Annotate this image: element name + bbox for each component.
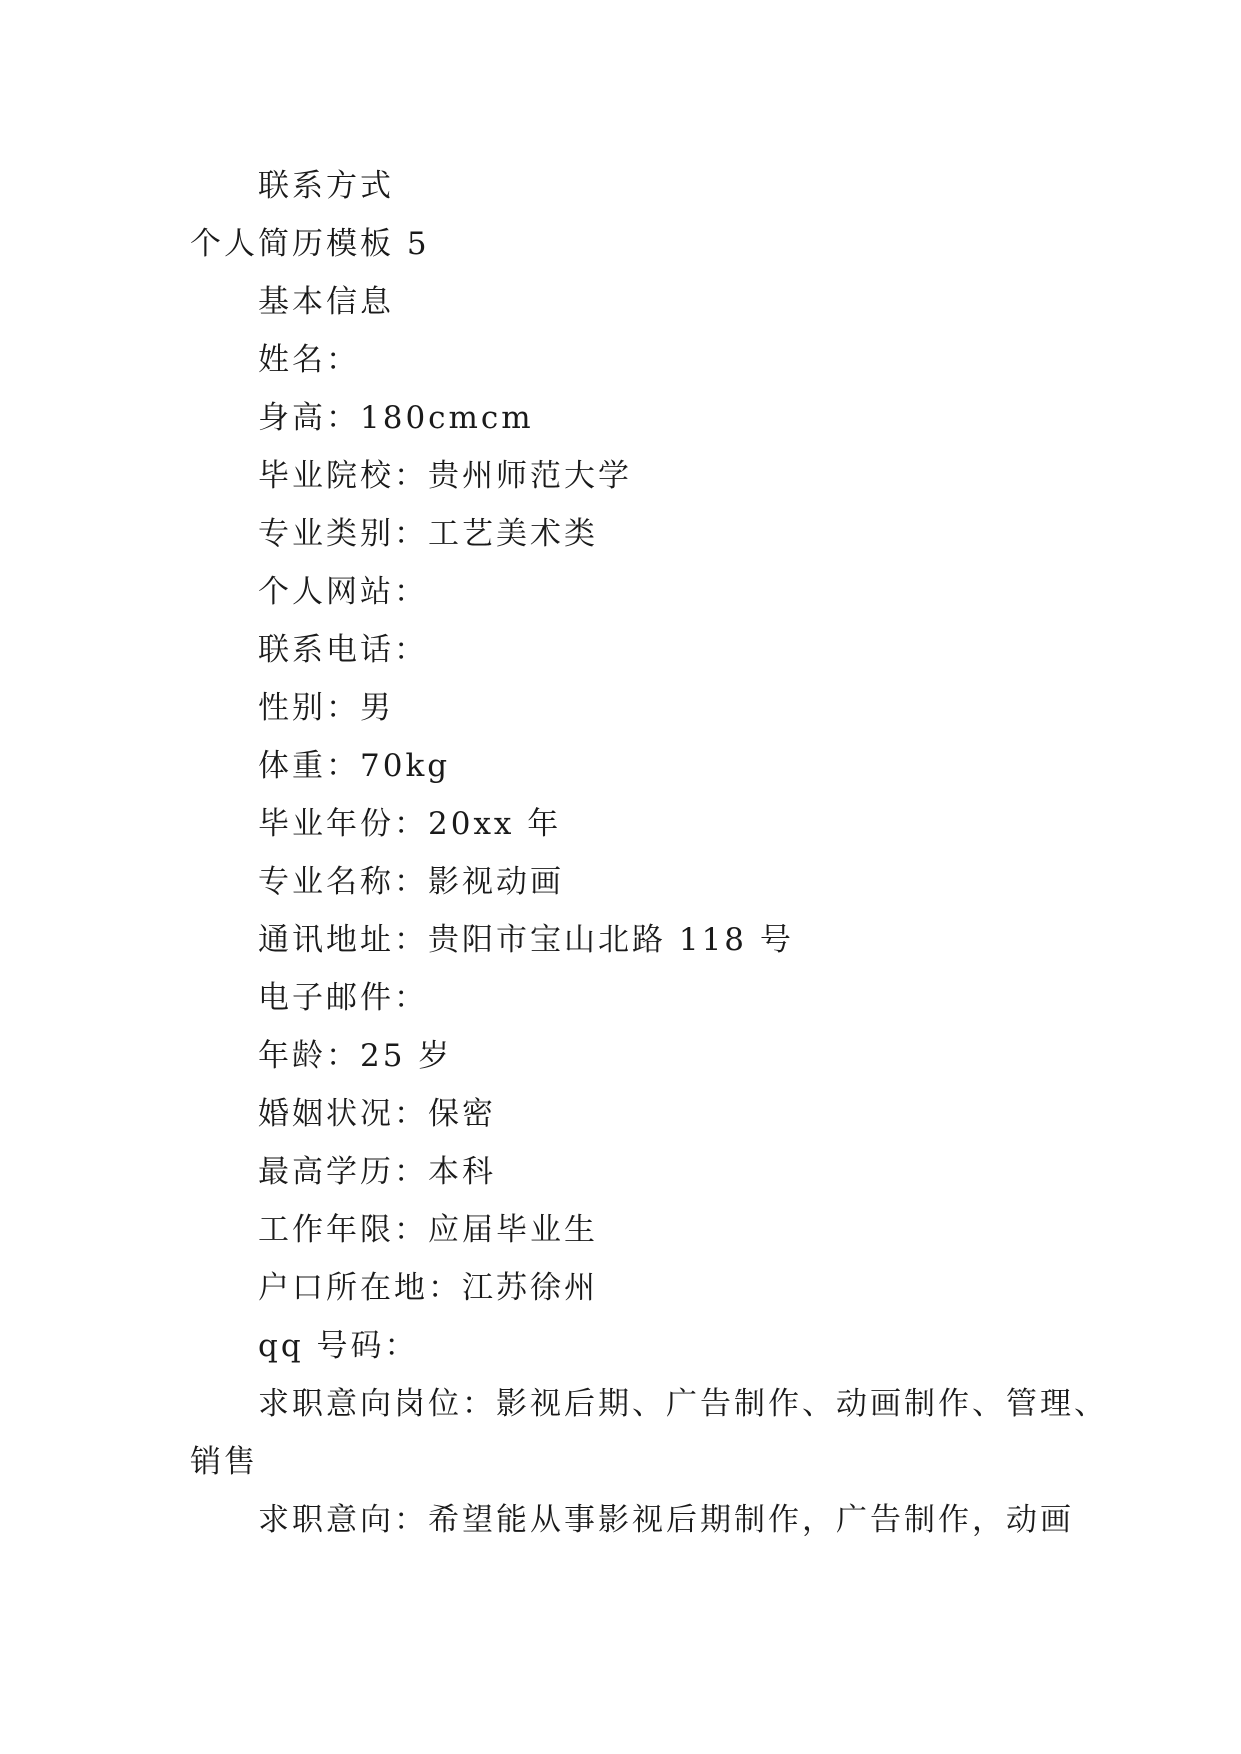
field-hukou: 户口所在地：江苏徐州 [258, 1270, 598, 1306]
field-name: 姓名： [258, 342, 360, 378]
field-height: 身高：180cmcm [258, 400, 534, 436]
field-age: 年龄：25 岁 [258, 1038, 453, 1074]
template-title: 个人简历模板 5 [190, 226, 430, 262]
section-heading-contact: 联系方式 [258, 168, 394, 204]
field-marital-status: 婚姻状况：保密 [258, 1096, 496, 1132]
field-graduation-year: 毕业年份：20xx 年 [258, 806, 562, 842]
field-weight: 体重：70kg [258, 748, 451, 784]
field-desired-position-continued: 销售 [190, 1444, 258, 1480]
field-school: 毕业院校：贵州师范大学 [258, 458, 632, 494]
section-heading-basic-info: 基本信息 [258, 284, 394, 320]
field-gender: 性别：男 [258, 690, 394, 726]
field-major-category: 专业类别：工艺美术类 [258, 516, 598, 552]
field-address: 通讯地址：贵阳市宝山北路 118 号 [258, 922, 794, 958]
field-desired-position: 求职意向岗位：影视后期、广告制作、动画制作、管理、 [258, 1386, 1108, 1422]
field-website: 个人网站： [258, 574, 428, 610]
field-email: 电子邮件： [258, 980, 428, 1016]
field-education: 最高学历：本科 [258, 1154, 496, 1190]
field-major-name: 专业名称：影视动画 [258, 864, 564, 900]
field-job-intention: 求职意向：希望能从事影视后期制作，广告制作，动画 [258, 1502, 1074, 1538]
field-phone: 联系电话： [258, 632, 428, 668]
field-work-years: 工作年限：应届毕业生 [258, 1212, 598, 1248]
field-qq: qq 号码： [258, 1328, 419, 1364]
